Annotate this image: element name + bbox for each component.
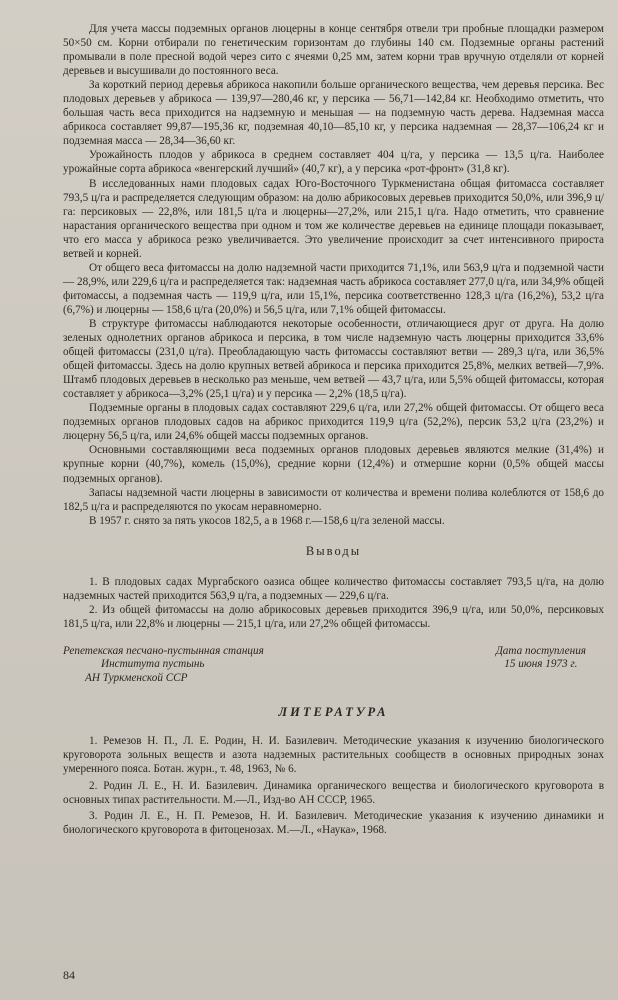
paragraph: В исследованных нами плодовых садах Юго-Восточного Туркменистана общая фитомасса составляет 793,5 ц/га и распределяется следующим образом: на долю абрикосовых деревьев приходится 50,0%, или 396,9 ц/га: персиковых — 22,8%, или 181,5 ц/га и люцерны—27,2%, или 215,1 ц/га. Надо отметить, что сравнение нарастания органического вещества при одном и том же количестве деревьев на единице площади показывает, что его масса у абрикоса резко увеличивается. Это увеличение происходит за счет интенсивного прироста ветвей и корней. [63, 177, 604, 260]
paragraph: Урожайность плодов у абрикоса в среднем составляет 404 ц/га, у персика — 13,5 ц/га. Наиболее урожайные сорта абрикоса «венгерский лучший» (40,7 кг), а у персика «рот-фронт» (31,8 кг). [63, 149, 604, 176]
paragraph: Подземные органы в плодовых садах составляют 229,6 ц/га, или 27,2% общей фитомассы. От общего веса подземных органов плодовых садов на абрикос приходится 119,9 ц/га (52,2%), персик 53,2 ц/га (23,2%) и люцерну 56,5 ц/га, или 24,6% общей массы подземных органов. [63, 402, 604, 443]
paragraph: В 1957 г. снято за пять укосов 182,5, а в 1968 г.—158,6 ц/га зеленой массы. [89, 514, 445, 527]
page-number: 84 [63, 968, 75, 982]
reference-item: 2. Родин Л. Е., Н. И. Базилевич. Динамика органического вещества и биологического круговорота в основных типах растительности. М.—Л., Изд-во АН СССР, 1965. [63, 779, 604, 806]
body-text [63, 22, 604, 528]
paragraph: Для учета массы подземных органов люцерны в конце сентября отвели три пробные площадки размером 50×50 см. Корни отбирали по генетическим горизонтам до глубины 140 см. Подземные органы растений промывали в поле пресной водой через сито с ячеями 0,25 мм, затем корни трав вручную отделяли от корней деревьев и высушивали до постоянного веса. [63, 23, 604, 78]
references-list [63, 734, 604, 836]
literature-heading: ЛИТЕРАТУРА [278, 705, 389, 720]
conclusions-heading: Выводы [305, 543, 362, 558]
affiliation [63, 645, 264, 686]
paragraph: Основными составляющими веса подземных органов плодовых деревьев являются мелкие (31,4%) и крупные корни (40,7%), комель (15,0%), средние корни (12,4%) и отмершие корни (0,5% общей массы подземных органов). [63, 444, 604, 485]
paragraph: От общего веса фитомассы на долю надземной части приходится 71,1%, или 563,9 ц/га и подземной части — 28,9%, или 229,6 ц/га и распределяется так: надземная часть абрикоса составляет 277,0 ц/га, или 34,9% общей фитомассы, а подземная часть — 119,9 ц/га, или 15,1%, персика соответственно 128,3 ц/га (16,2%), 53,2 ц/га (6,7%) и люцерны — 158,6 ц/га (20,0%) и 56,5 ц/га, или 7,1% общей фитомассы. [63, 261, 604, 316]
affiliation-line: АН Туркменской ССР [85, 671, 188, 684]
reference-item: 3. Родин Л. Е., Н. П. Ремезов, Н. И. Базилевич. Методические указания к изучению динамики и биологического круговорота в фитоценозах. М.—Л., «Наука», 1968. [63, 809, 604, 836]
paragraph: В структуре фитомассы наблюдаются некоторые особенности, отличающиеся друг от друга. На долю зеленых однолетних органов абрикоса и персика, в том числе надземную часть люцерны приходится 33,6% общей фитомассы (231,0 ц/га). Преобладающую часть фитомассы составляют ветви — 289,3 ц/га, или 36,5% общей фитомассы. Здесь на долю крупных ветвей абрикоса и персика приходится 25,8%, мелких ветвей—7,9%. Штамб плодовых деревьев в несколько раз меньше, чем ветвей — 43,7 ц/га, или 5,5% общей фитомассы, которая составляет у абрикоса—3,2% (25,1 ц/га) и у персика — 2,2% (18,5 ц/га). [63, 317, 604, 401]
conclusion-item: 1. В плодовых садах Мургабского оазиса общее количество фитомассы составляет 793,5 ц/га, на долю надземных частей приходится 563,9 ц/га, а подземных — 229,6 ц/га. [63, 575, 604, 602]
conclusion-item: 2. Из общей фитомассы на долю абрикосовых деревьев приходится 396,9 ц/га, или 50,0%, персиковых 181,5 ц/га, или 22,8% и люцерны — 215,1 ц/га, или 27,2% общей фитомассы. [63, 603, 604, 630]
received-date [496, 645, 604, 686]
paragraph: За короткий период деревья абрикоса накопили больше органического вещества, чем деревья персика. Вес плодовых деревьев у абрикоса — 139,97—280,46 кг, у персика — 56,71—142,84 кг. Необходимо отметить, что большая часть веса приходится на надземную и меньшая — на подземную часть дерева. Надземная масса абрикоса составляет 99,87—195,36 кг, подземная 40,10—85,10 кг, у персика надземная — 28,37—106,24 кг и подземная масса — 28,34—36,60 кг. [63, 79, 604, 148]
reference-item: 1. Ремезов Н. П., Л. Е. Родин, Н. И. Базилевич. Методические указания к изучению биологического круговорота зольных веществ и азота надземных растительных сообществ в основных природных зонах умеренного пояса. Ботан. журн., т. 48, 1963, № 6. [63, 735, 604, 776]
affiliation-line: Репетекская песчано-пустынная станция [63, 644, 264, 657]
paragraph: Запасы надземной части люцерны в зависимости от количества и времени полива колеблются от 158,6 до 182,5 ц/га и распределяются по укосам неравномерно. [63, 486, 604, 513]
received-value: 15 июня 1973 г. [504, 658, 578, 671]
received-label: Дата поступления [495, 644, 586, 657]
signature-block [63, 645, 604, 686]
conclusions-list [63, 575, 604, 631]
affiliation-line: Института пустынь [101, 658, 205, 671]
